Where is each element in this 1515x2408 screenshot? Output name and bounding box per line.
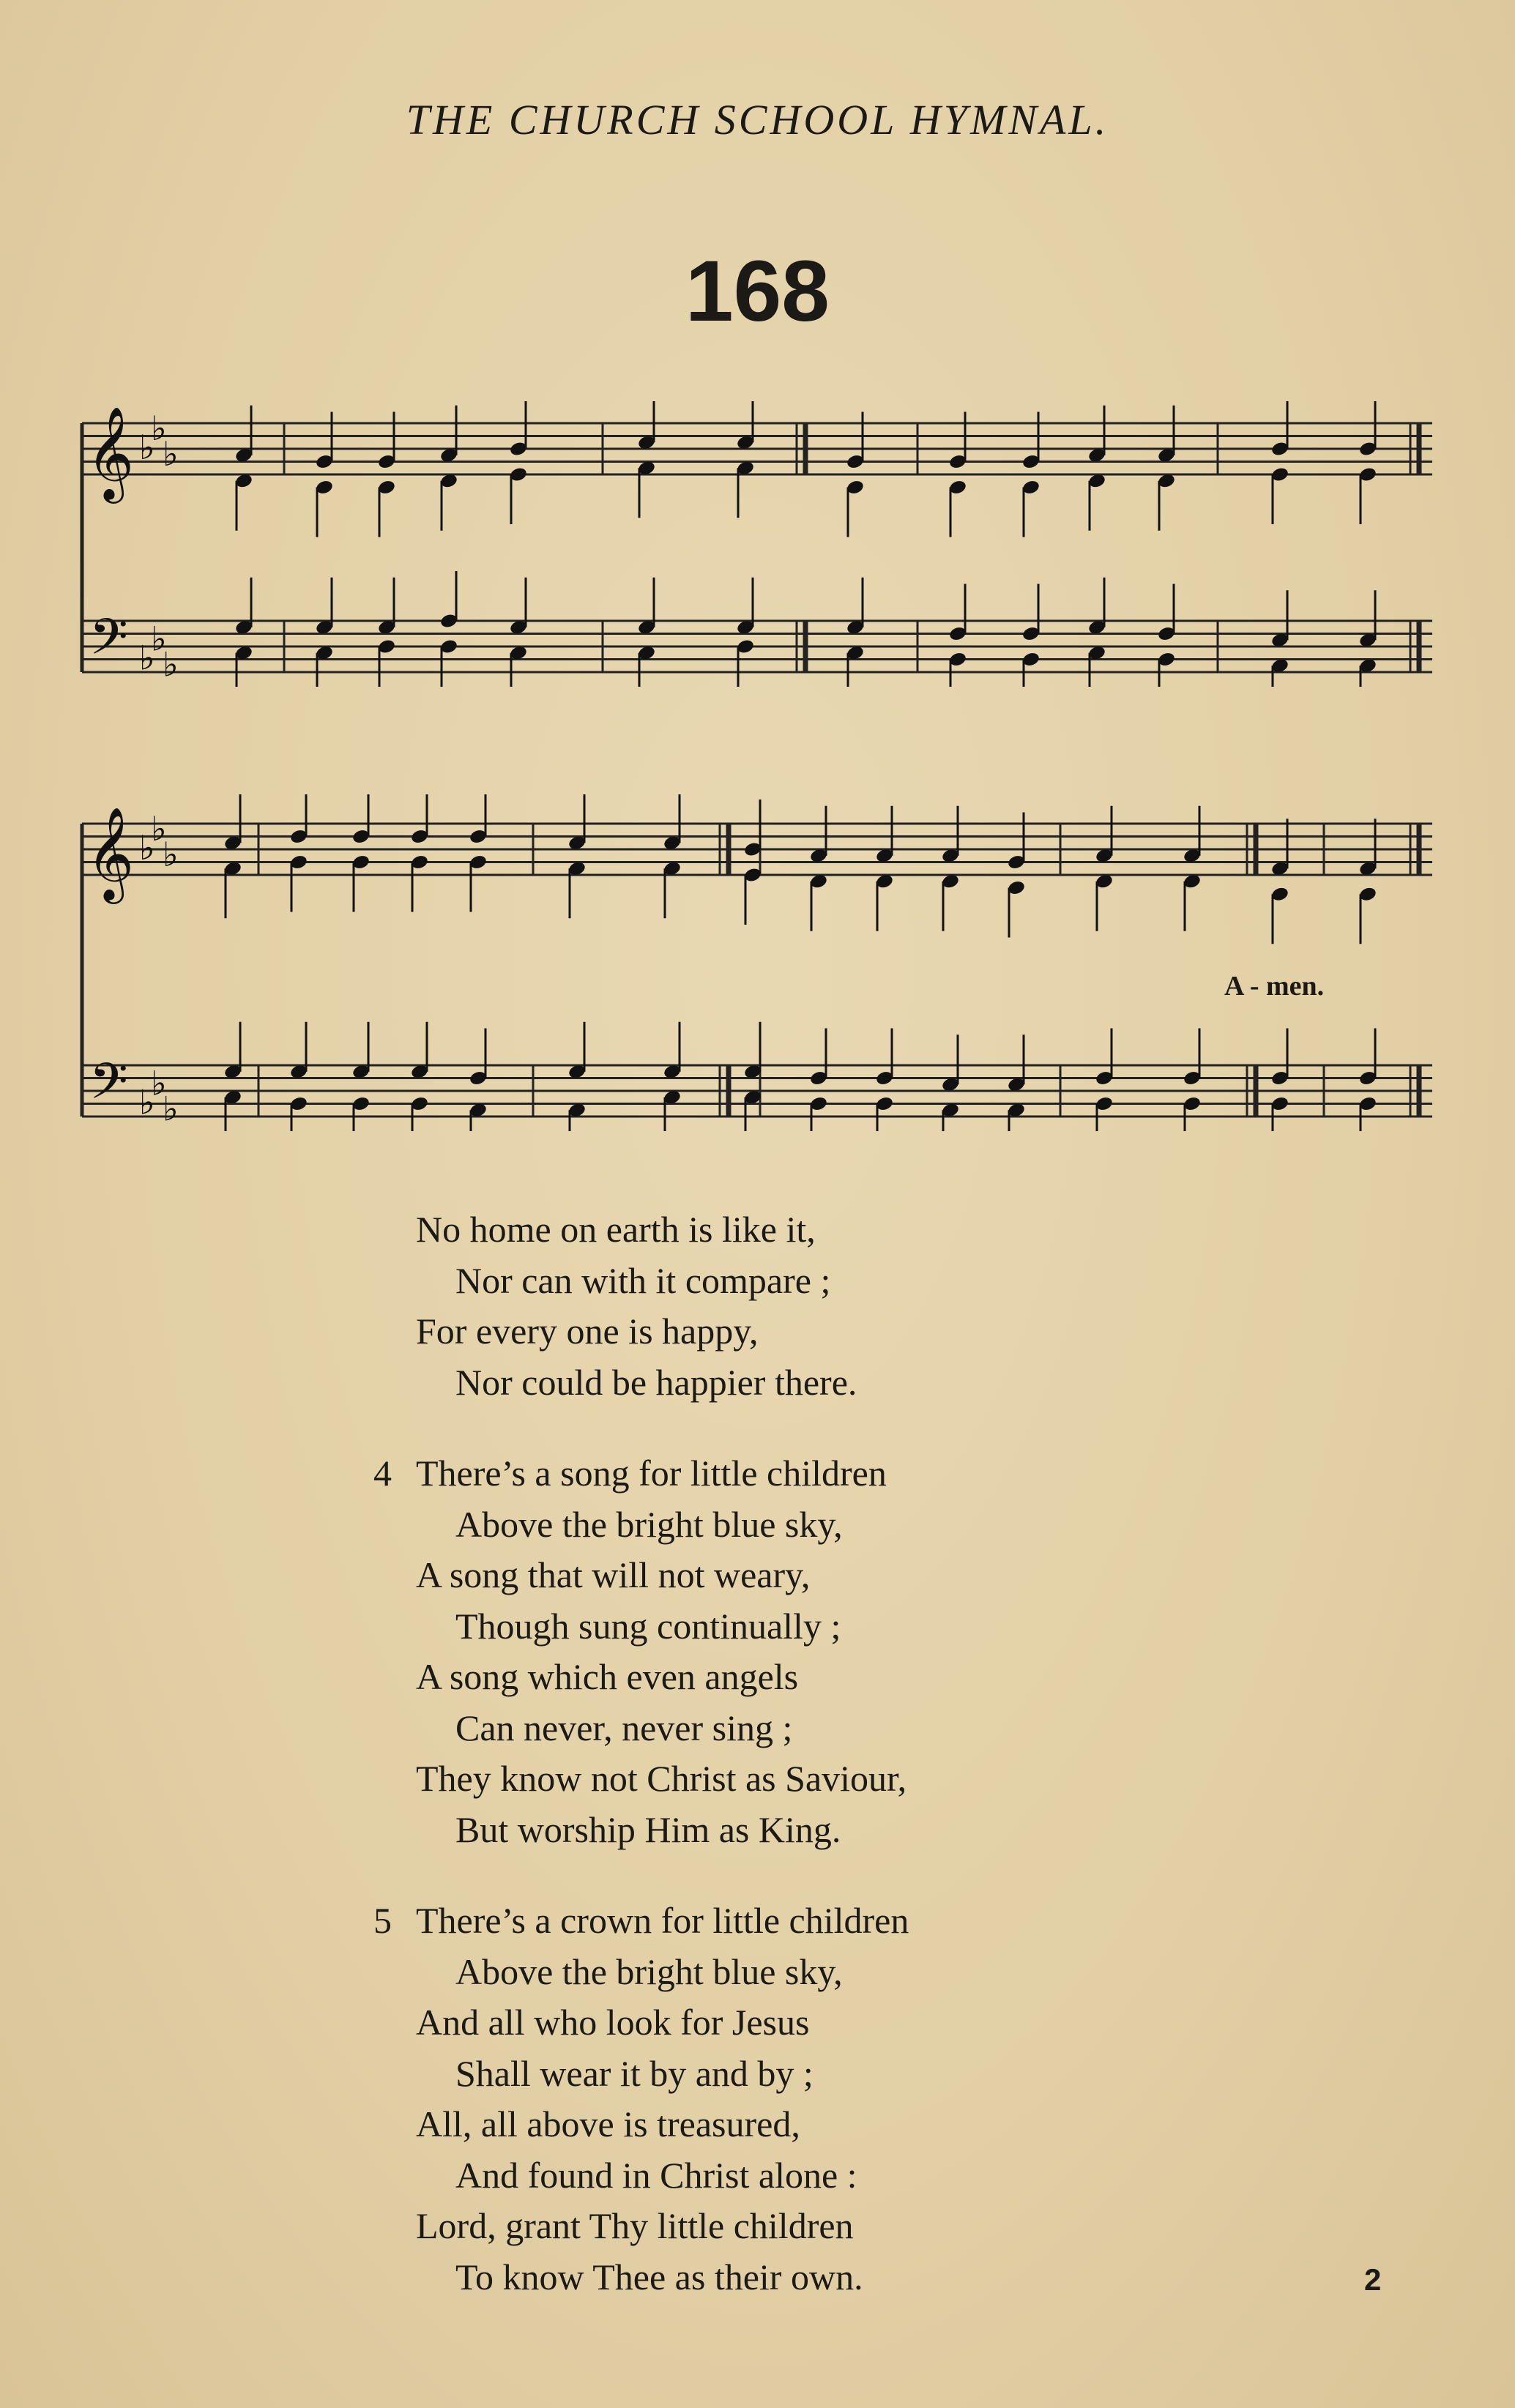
amen-lyric: A - men. xyxy=(1224,971,1325,1002)
page-mark: 2 xyxy=(1364,2262,1382,2297)
flat-icon: ♭ xyxy=(163,433,179,474)
verse-line: To know Thee as their own. xyxy=(455,2256,863,2297)
verse-line: For every one is happy, xyxy=(416,1311,759,1352)
verse-line: Above the bright blue sky, xyxy=(455,1503,843,1545)
verse-line: Shall wear it by and by ; xyxy=(455,2052,814,2094)
verse-line: 5 There’s a crown for little children xyxy=(366,1896,1172,1947)
flat-icon: ♭ xyxy=(151,619,167,659)
verse-line: Above the bright blue sky, xyxy=(455,1950,843,1992)
verse-line: No home on earth is like it, xyxy=(416,1209,816,1250)
flat-icon: ♭ xyxy=(139,428,155,467)
music-score-line-2 xyxy=(79,794,1435,1131)
verse-line: 4 There’s a song for little children xyxy=(366,1448,1172,1499)
flat-icon: ♭ xyxy=(163,1089,179,1129)
verse-line: Nor can with it compare ; xyxy=(455,1259,831,1301)
verse-line: And found in Christ alone : xyxy=(455,2154,857,2196)
hymn-number: 168 xyxy=(685,243,830,340)
verse-line: And all who look for Jesus xyxy=(416,2002,810,2043)
verse-line: But worship Him as King. xyxy=(455,1808,841,1850)
bass-clef-icon: 𝄢 xyxy=(89,1053,128,1123)
flat-icon: ♭ xyxy=(163,644,179,685)
stanza-number: 5 xyxy=(373,1900,392,1941)
bass-clef-icon: 𝄢 xyxy=(89,608,128,679)
stanza-5 xyxy=(366,1896,1172,2303)
verse-line: Though sung continually ; xyxy=(455,1605,841,1647)
verse-line: All, all above is treasured, xyxy=(416,2103,800,2144)
stanza-3-continued xyxy=(366,1204,1172,1408)
verse-line: Lord, grant Thy little children xyxy=(416,2205,854,2246)
running-title: THE CHURCH SCHOOL HYMNAL. xyxy=(406,96,1109,143)
verse-line: They know not Christ as Saviour, xyxy=(416,1758,907,1799)
music-score-line-1 xyxy=(79,401,1435,687)
flat-icon: ♭ xyxy=(151,408,167,448)
verse-line: A song which even angels xyxy=(416,1656,799,1697)
treble-clef-icon: 𝄞 xyxy=(86,406,135,499)
flat-icon: ♭ xyxy=(151,808,167,849)
verse-line: A song that will not weary, xyxy=(416,1554,811,1595)
verse-line: Can never, never sing ; xyxy=(455,1707,793,1748)
stanza-number: 4 xyxy=(373,1453,392,1494)
flat-icon: ♭ xyxy=(139,828,155,868)
flat-icon: ♭ xyxy=(139,638,155,678)
verses xyxy=(366,1204,1172,2343)
flat-icon: ♭ xyxy=(139,1082,155,1122)
stanza-4 xyxy=(366,1448,1172,1855)
flat-icon: ♭ xyxy=(163,834,179,874)
flat-icon: ♭ xyxy=(151,1063,167,1103)
treble-clef-icon: 𝄞 xyxy=(86,806,135,900)
verse-line: Nor could be happier there. xyxy=(455,1361,857,1403)
